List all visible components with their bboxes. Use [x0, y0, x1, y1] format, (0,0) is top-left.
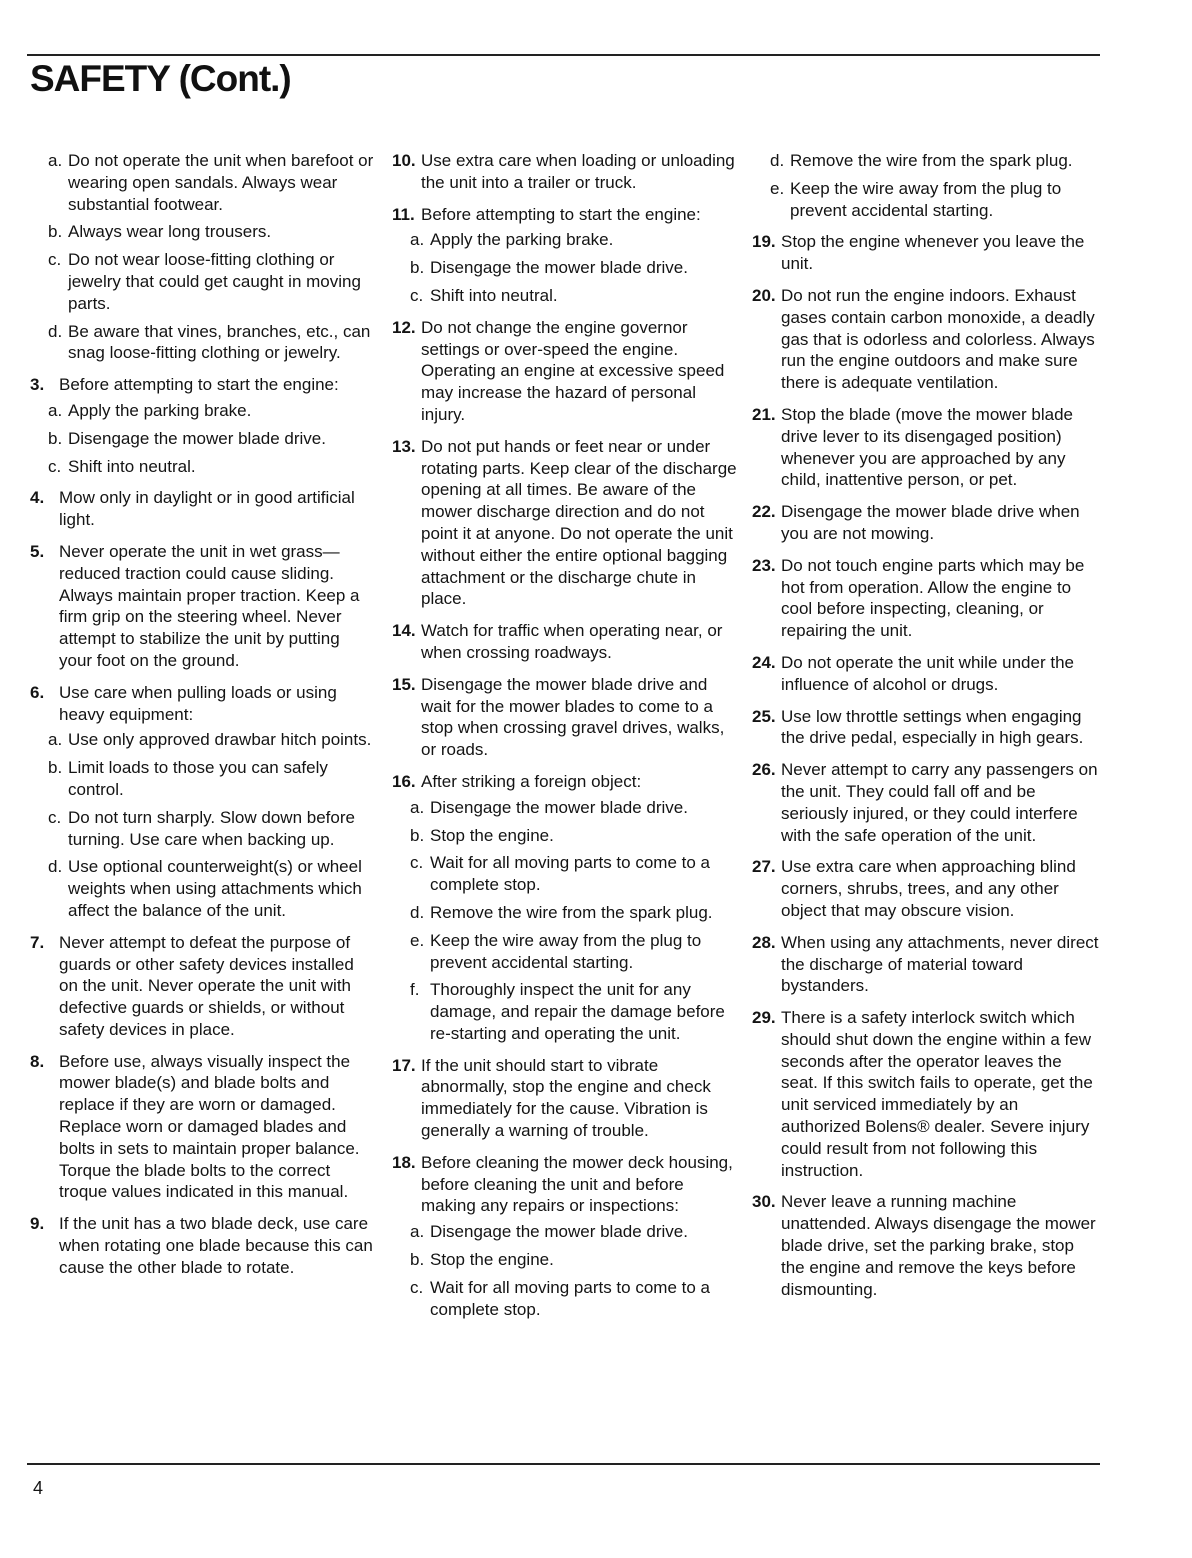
column-1: [30, 150, 375, 1289]
sub-list: [48, 400, 375, 477]
item-number: 8.: [30, 1051, 45, 1071]
item-number: 17.: [392, 1055, 416, 1075]
sub-item-text: Wait for all moving parts to come to a complete stop.: [430, 1277, 710, 1319]
item-text: After striking a foreign object:: [421, 771, 642, 791]
sub-item-letter: d.: [410, 902, 425, 922]
sub-item: [30, 856, 375, 921]
list-item: [752, 501, 1102, 545]
sub-list: [410, 797, 740, 1045]
sub-item: [392, 1277, 740, 1321]
item-number: 24.: [752, 652, 776, 672]
sub-item-letter: a.: [48, 400, 63, 420]
sub-item: [392, 1221, 740, 1243]
list-item: [30, 1051, 375, 1204]
sub-item: [392, 979, 740, 1044]
sub-item-text: Stop the engine.: [430, 825, 554, 845]
sub-item-letter: b.: [410, 258, 425, 278]
sub-item-letter: a.: [410, 230, 425, 250]
sub-item: [392, 285, 740, 307]
list-item: [752, 706, 1102, 750]
item-text: Do not run the engine indoors. Exhaust gases contain carbon monoxide, a deadly gas that is odorless and colorless. Always run the engine outdoors and make sure there is adequate ventilation.: [781, 285, 1095, 393]
list-item: [752, 932, 1102, 997]
bottom-rule: [27, 1463, 1100, 1465]
list-item: [392, 1152, 740, 1321]
sub-item-letter: d.: [48, 857, 63, 877]
sub-item-text: Use only approved drawbar hitch points.: [68, 730, 372, 750]
sub-item-text: Use optional counterweight(s) or wheel weights when using attachments which affect the balance of the unit.: [68, 857, 362, 920]
item-text: Disengage the mower blade drive and wait for the mower blades to come to a stop when crossing gravel drives, walks, or roads.: [421, 674, 725, 760]
sub-item: [752, 150, 1102, 172]
sub-item: [392, 930, 740, 974]
list-item: [752, 759, 1102, 846]
sub-item-text: Shift into neutral.: [430, 285, 558, 305]
sub-item-letter: b.: [410, 825, 425, 845]
sub-item-letter: c.: [48, 456, 62, 476]
item-text: Do not operate the unit while under the influence of alcohol or drugs.: [781, 652, 1074, 694]
sub-item: [392, 797, 740, 819]
top-rule: [27, 54, 1100, 56]
item-text: Never attempt to defeat the purpose of guards or other safety devices installed on the unit. Never operate the unit with defective guards or shields, or without safety devices in place.: [59, 932, 354, 1039]
item-text: Before use, always visually inspect the mower blade(s) and blade bolts and replace if they are worn or damaged. Replace worn or damaged blades and bolts in sets to maintain proper balance. Torque the blade bolts to the correct troque values indicated in this manual.: [59, 1051, 360, 1202]
sub-item-letter: d.: [770, 151, 785, 170]
list-item: [752, 285, 1102, 394]
sub-item-text: Disengage the mower blade drive.: [68, 428, 326, 448]
item-number: 12.: [392, 317, 416, 337]
column-3: [752, 150, 1102, 1310]
sub-item-letter: c.: [410, 1277, 424, 1297]
sub-item: [30, 249, 375, 314]
list-item: [392, 620, 740, 664]
sub-item-letter: b.: [48, 222, 63, 242]
sub-item-text: Do not operate the unit when barefoot or wearing open sandals. Always wear substantial footwear.: [68, 151, 374, 214]
item-number: 11.: [392, 204, 415, 224]
sub-item: [752, 178, 1102, 222]
sub-item: [30, 807, 375, 851]
list-item: [30, 1213, 375, 1278]
sub-item: [30, 150, 375, 215]
page-title: SAFETY (Cont.): [30, 58, 291, 99]
sub-item: [30, 321, 375, 365]
list-item: [392, 317, 740, 426]
item-number: 30.: [752, 1192, 776, 1212]
list-item: [752, 856, 1102, 921]
list-item: [30, 487, 375, 531]
item-text: Do not change the engine governor settings or over-speed the engine. Operating an engine at excessive speed may increase the hazard of personal injury.: [421, 317, 725, 424]
list-item: [752, 652, 1102, 696]
sub-item-text: Apply the parking brake.: [68, 400, 252, 420]
item-number: 10.: [392, 151, 416, 170]
list-item: [392, 1055, 740, 1142]
sub-item-letter: a.: [410, 1222, 425, 1242]
item-text: Use low throttle settings when engaging the drive pedal, especially in high gears.: [781, 706, 1084, 748]
sub-list: [48, 729, 375, 921]
sub-item-text: Be aware that vines, branches, etc., can snag loose-fitting clothing or jewelry.: [68, 321, 371, 363]
sub-item-letter: d.: [48, 321, 63, 341]
sub-item-text: Thoroughly inspect the unit for any damage, and repair the damage before re-starting and operating the unit.: [430, 980, 725, 1043]
item-number: 7.: [30, 932, 45, 952]
item-number: 28.: [752, 932, 776, 952]
sub-item-text: Disengage the mower blade drive.: [430, 797, 688, 817]
sub-list: [410, 229, 740, 306]
sub-item-letter: c.: [410, 853, 424, 873]
sub-item: [392, 257, 740, 279]
item-number: 21.: [752, 404, 776, 424]
item-text: Never operate the unit in wet grass—reduced traction could cause sliding. Always maintain proper traction. Keep a firm grip on the steering wheel. Never attempt to stabilize the unit by putting your foot on the ground.: [59, 541, 360, 670]
sub-item-text: Remove the wire from the spark plug.: [790, 151, 1073, 170]
item-number: 16.: [392, 771, 416, 791]
sub-item-letter: c.: [410, 285, 424, 305]
page-number: 4: [33, 1478, 44, 1498]
sub-item: [392, 1249, 740, 1271]
sub-item-letter: a.: [48, 730, 63, 750]
item-text: Never leave a running machine unattended. Always disengage the mower blade drive, set the parking brake, stop the engine and remove the keys before dismounting.: [781, 1192, 1096, 1299]
item-number: 14.: [392, 621, 416, 641]
list-item: [30, 541, 375, 672]
sub-item-text: Shift into neutral.: [68, 456, 196, 476]
sub-item: [392, 902, 740, 924]
sub-item-text: Disengage the mower blade drive.: [430, 1222, 688, 1242]
item-number: 19.: [752, 232, 776, 252]
sub-item: [30, 456, 375, 478]
item-number: 6.: [30, 682, 45, 702]
sub-item-letter: f.: [410, 980, 420, 1000]
list-item: [752, 1191, 1102, 1300]
sub-list: [410, 1221, 740, 1320]
sub-item: [30, 400, 375, 422]
item-number: 23.: [752, 555, 776, 575]
item-text: Watch for traffic when operating near, or when crossing roadways.: [421, 621, 723, 662]
item-text: Never attempt to carry any passengers on the unit. They could fall off and be seriously injured, or they could interfere with the safe operation of the unit.: [781, 760, 1098, 845]
list-item: [392, 436, 740, 610]
list-item: [752, 404, 1102, 491]
sub-item-letter: e.: [410, 930, 425, 950]
item-text: Before cleaning the mower deck housing, before cleaning the unit and before making any repairs or inspections:: [421, 1152, 733, 1216]
item-number: 15.: [392, 674, 416, 694]
item-text: Do not put hands or feet near or under rotating parts. Keep clear of the discharge opening at all times. Be aware of the mower discharge direction and do not point it at anyone. Do not operate the unit without either the entire optional bagging attachment or the discharge chute in place.: [421, 436, 737, 609]
item-text: There is a safety interlock switch which should shut down the engine within a few seconds after the operator leaves the seat. If this switch fails to operate, get the unit serviced immediately by an authorized Bolens® dealer. Severe injury could result from not following this instruction.: [781, 1008, 1093, 1180]
sub-item-text: Always wear long trousers.: [68, 222, 272, 242]
sub-item-letter: b.: [48, 428, 63, 448]
item-text: Stop the blade (move the mower blade drive lever to its disengaged position) whenever you are approached by any child, inattentive person, or pet.: [781, 404, 1074, 490]
item-number: 26.: [752, 760, 776, 780]
list-item: [392, 771, 740, 1045]
sub-item-letter: a.: [48, 151, 63, 170]
item-text: When using any attachments, never direct the discharge of material toward bystanders.: [781, 932, 1099, 996]
sub-item: [392, 852, 740, 896]
list-item: [752, 1007, 1102, 1181]
item-number: 20.: [752, 285, 776, 305]
item-number: 18.: [392, 1152, 416, 1172]
sub-item-text: Remove the wire from the spark plug.: [430, 902, 713, 922]
item-number: 22.: [752, 502, 776, 522]
list-item: [752, 555, 1102, 642]
item-text: Stop the engine whenever you leave the unit.: [781, 232, 1085, 274]
sub-item-letter: c.: [48, 807, 62, 827]
item-text: Before attempting to start the engine:: [421, 204, 701, 224]
item-text: Use extra care when loading or unloading the unit into a trailer or truck.: [421, 151, 735, 192]
sub-item-text: Keep the wire away from the plug to prevent accidental starting.: [790, 178, 1062, 220]
sub-item-text: Do not wear loose-fitting clothing or jewelry that could get caught in moving parts.: [68, 250, 361, 313]
sub-item-letter: c.: [48, 250, 62, 270]
item-text: Use care when pulling loads or using heavy equipment:: [59, 682, 337, 724]
sub-item-text: Disengage the mower blade drive.: [430, 258, 688, 278]
list-item: [30, 932, 375, 1041]
column-2: [392, 150, 740, 1330]
item-number: 25.: [752, 706, 776, 726]
list-item: [392, 204, 740, 307]
item-text: Do not touch engine parts which may be hot from operation. Allow the engine to cool before inspecting, cleaning, or repairing the unit.: [781, 555, 1085, 641]
item-text: If the unit should start to vibrate abnormally, stop the engine and check immediately for the cause. Vibration is generally a warning of trouble.: [421, 1055, 711, 1141]
sub-item-text: Do not turn sharply. Slow down before turning. Use care when backing up.: [68, 807, 355, 849]
sub-item: [392, 825, 740, 847]
item-text: Before attempting to start the engine:: [59, 375, 339, 395]
sub-item: [30, 428, 375, 450]
item-number: 27.: [752, 857, 776, 877]
sub-item-text: Keep the wire away from the plug to prevent accidental starting.: [430, 930, 702, 972]
sub-item-letter: a.: [410, 797, 425, 817]
sub-item-letter: b.: [48, 758, 63, 778]
sub-item-letter: b.: [410, 1250, 425, 1270]
list-item: [30, 682, 375, 922]
sub-item-text: Stop the engine.: [430, 1250, 554, 1270]
item-number: 29.: [752, 1008, 776, 1028]
item-text: Disengage the mower blade drive when you are not mowing.: [781, 502, 1080, 543]
sub-item: [30, 729, 375, 751]
item-number: 5.: [30, 541, 45, 561]
sub-item-text: Apply the parking brake.: [430, 230, 614, 250]
list-item: [752, 231, 1102, 275]
item-text: If the unit has a two blade deck, use care when rotating one blade because this can cause the other blade to rotate.: [59, 1214, 373, 1277]
list-item: [392, 150, 740, 194]
sub-item-text: Wait for all moving parts to come to a complete stop.: [430, 853, 710, 895]
sub-item: [30, 221, 375, 243]
item-number: 4.: [30, 488, 45, 508]
list-item: [392, 674, 740, 761]
item-number: 9.: [30, 1214, 45, 1234]
sub-item-letter: e.: [770, 178, 785, 198]
sub-item: [30, 757, 375, 801]
item-number: 13.: [392, 436, 416, 456]
list-item: [30, 374, 375, 477]
sub-item: [392, 229, 740, 251]
item-number: 3.: [30, 375, 45, 395]
item-text: Use extra care when approaching blind corners, shrubs, trees, and any other object that may obscure vision.: [781, 857, 1076, 920]
item-text: Mow only in daylight or in good artificial light.: [59, 488, 355, 530]
sub-item-text: Limit loads to those you can safely control.: [68, 758, 328, 799]
